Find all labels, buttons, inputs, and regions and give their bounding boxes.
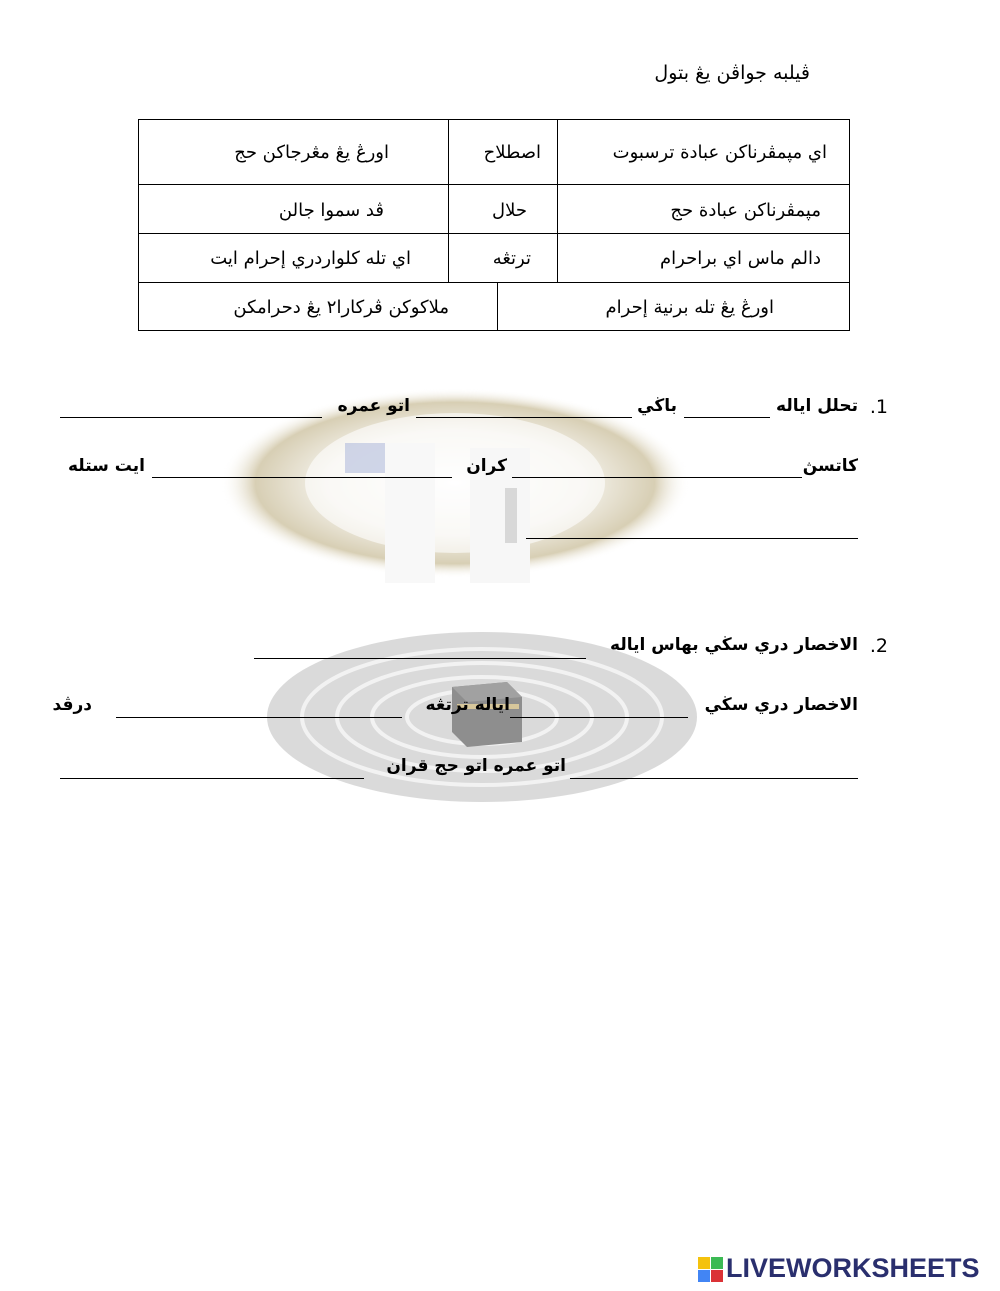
q1-text-part3: اتو عمره [337,396,410,416]
q1-blank-4[interactable] [512,477,802,478]
pilgrims-watermark-image [215,388,695,588]
table-cell: حلال [492,200,527,221]
liveworksheets-brand: LIVEWORKSHEETS [726,1253,980,1283]
table-cell: مپمڤرناکن عبادة حج [670,200,821,221]
table-cell: اورڠ يڠ مڠرجاکن حج [234,142,389,163]
q2-number: 2. [869,635,888,657]
q1-text-part1: تحلل اياله [776,396,858,416]
table-cell: ترتڠه [492,248,531,269]
q2-text-part2: الاخصار دري سڬي [704,695,858,715]
q1-text-part2: باڬي [637,396,677,416]
q2-text-part1: الاخصار دري سڬي بهاس اياله [610,635,858,655]
q1-blank-2[interactable] [416,417,632,418]
table-cell: ڤد سموا جالن [278,200,384,221]
terms-table [138,119,850,331]
kaaba-watermark-image [262,632,702,812]
q1-text-part6: ايت ستله [67,456,145,476]
q1-text-part5: كران [466,456,507,476]
table-cell: دالم ماس اي براحرام [660,248,821,269]
q1-blank-6[interactable] [526,538,858,539]
table-cell: اصطلاح [483,142,541,163]
q1-blank-5[interactable] [152,477,452,478]
q1-text-part4: كاتسڽ [802,456,858,476]
table-cell: اي مپمڤرناکن عبادة ترسبوت [612,142,827,163]
q1-blank-3[interactable] [60,417,322,418]
page-title: ڤيلبه جواڤن يڠ بتول [654,62,810,84]
q2-blank-5[interactable] [60,778,364,779]
q1-blank-1[interactable] [684,417,770,418]
q2-blank-3[interactable] [116,717,402,718]
q2-blank-4[interactable] [570,778,858,779]
q2-text-part3: اياله ترتڠه [425,695,510,715]
liveworksheets-logo-icon [698,1257,724,1283]
q2-text-part5: اتو عمره اتو حج قران [386,756,566,776]
table-cell: اي تله کلواردري إحرام ايت [210,248,411,269]
q2-blank-1[interactable] [254,658,586,659]
q1-number: 1. [869,396,888,418]
table-cell: ملاکوکن ڤرکارا٢ يڠ دحرامکن [233,297,449,318]
q2-blank-2[interactable] [510,717,688,718]
q2-text-part4: درڤد [52,695,92,715]
table-cell: اورڠ يڠ تله برنية إحرام [605,297,774,318]
